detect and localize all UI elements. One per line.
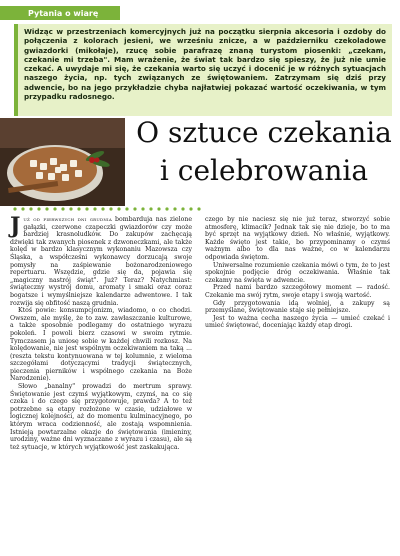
col2-paragraph-5: Jest to ważna cecha naszego życia — umieć czekać i umieć świętować, doceniając każdy etap drogi. bbox=[205, 314, 390, 330]
paragraph-1-text: bombarduja nas zielone gałązki, czerwone czapeczki gwiazdorów czy może bardziej krasnoludków. Do zakupów zachęcają dźwięki tak zwanych piosenek z dzwoneczkami, ale także kolęd w bardzo klasycznym wykonaniu Mazowsza czy Śląska, a współcześni wykonawcy dorzucają swoje pomysły na zaśpiewanie bożonarodzeniowego repertuaru. Wszędzie, gdzie się da, pojawia się „magiczny nastrój świąt". Już? Teraz? Natychmiast: świąteczny wystrój domu, aromaty i smaki oraz coraz bogatsze i wymyślniejsze kalendarze adwentowe. I tak rozwija się obfitość naszą grudnia. bbox=[10, 216, 192, 307]
col2-paragraph-1: czego by nie naciesz się nie już teraz, stworzyć sobie atmosferę, klimacik? Jednak tak się nie dzieje, bo to ma być sprzęt na wyjątkowy dzień. No właśnie, wyjątkowy. Każde święto jest takie, bo przypominamy o czymś ważnym albo to dla nas ważne, co w kalendarzu odpowiada świętom. bbox=[205, 216, 390, 261]
paragraph-1 bbox=[10, 213, 192, 307]
hot-chocolate-photo bbox=[0, 118, 125, 206]
section-title: Pytania o wiarę bbox=[28, 8, 99, 18]
page-header bbox=[0, 0, 400, 22]
article-title bbox=[128, 114, 400, 190]
paragraph-3: Słowo „banalny" prowadzi do mertrum sprawy. Świętowanie jest czymś wyjątkowym, czymś, na co się czeka i do czego się przygotowuje, prawda? A to też potrzebne są etapy rozłożone w czasie, udziałowe w logicznej kolejności, aż do momentu kulminacyjnego, po którym wraca codzienność, ale zostają wspomnienia. Istnieją powtarzalne okazje do świętowania (imieniny, urodziny, ważne dni wyznaczane z wyrazu i czasu), ale są też sytuacje, w których wyjątkowość jest zaskakująca. bbox=[10, 383, 192, 451]
col2-paragraph-2: Uniwersalne rozumienie czekania mówi o tym, że to jest spokojnie podjęcie dróg oczekiwania. Właśnie tak czekamy na święta w adwencie. bbox=[205, 261, 390, 284]
article-column-2 bbox=[205, 216, 390, 330]
col2-paragraph-4: Gdy przygotowania idą wolniej, a zakupy są przemyślane, świętowanie staje się pełniejsze. bbox=[205, 299, 390, 315]
intro-accent-bar bbox=[14, 24, 18, 116]
intro-box bbox=[14, 24, 392, 116]
intro-text: Widząc w przestrzeniach komercyjnych już na początku sierpnia akcesoria i ozdoby do połączenia z kolorach jesieni, we wrześniu znicze, a w październiku czekoladowe gwiazdorki (mikołaje), rzucę sobie parafrazę znaną turystom piosenki: „czekam, czekanie mi trzeba". Mam wrażenie, że świat tak bardzo się spieszy, że już nie umie czekać. A uwydaje mi się, że czekania warto się uczyć i docenić je w różnych sytuacjach naszego życia, np. tych związanych ze świętowaniem. Zatrzymam się dziś przy adwencie, bo na jego przykładzie chyba najłatwiej pokazać wartość oczekiwania, w tym przypadku radosnego. bbox=[24, 27, 386, 102]
lead-in: uż od pierwszych dni grudnia bbox=[23, 216, 112, 223]
section-tab bbox=[0, 6, 120, 20]
article-column-1 bbox=[10, 213, 192, 451]
col2-paragraph-3: Przed nami bardzo szczegółowy moment — radość. Czekanie ma swój rytm, swoje etapy i swoją wartość. bbox=[205, 284, 390, 299]
drop-cap: J bbox=[10, 213, 21, 239]
hot-chocolate-illustration bbox=[0, 118, 125, 206]
title-line-1: O sztuce czekania bbox=[136, 116, 392, 149]
paragraph-2: Ktoś powie: konsumpcjonizm, wiadomo, o co chodzi. Owszem, ale myślę, że to zaw. zawłaszczanie kulturowe, a także sposobnie podlegamy do ostatniego wyrazu pokoleń. I powoli bierz czasowi w swoim rytmie. Tymczasem ja uniosę sobie w każdej chwili rozkosz. Na kolędowanie, nie jest wspólnym oczekiwaniem na taką ... (reszta tekstu kontynuowana w tej kolumnie, z wieloma szczegółami dotyczącymi tradycji świątecznych, pieczenia pierników i wspólnego czekania na Boże Narodzenie). bbox=[10, 307, 192, 383]
dotted-divider bbox=[12, 206, 390, 212]
title-line-2: i celebrowania bbox=[159, 154, 369, 187]
